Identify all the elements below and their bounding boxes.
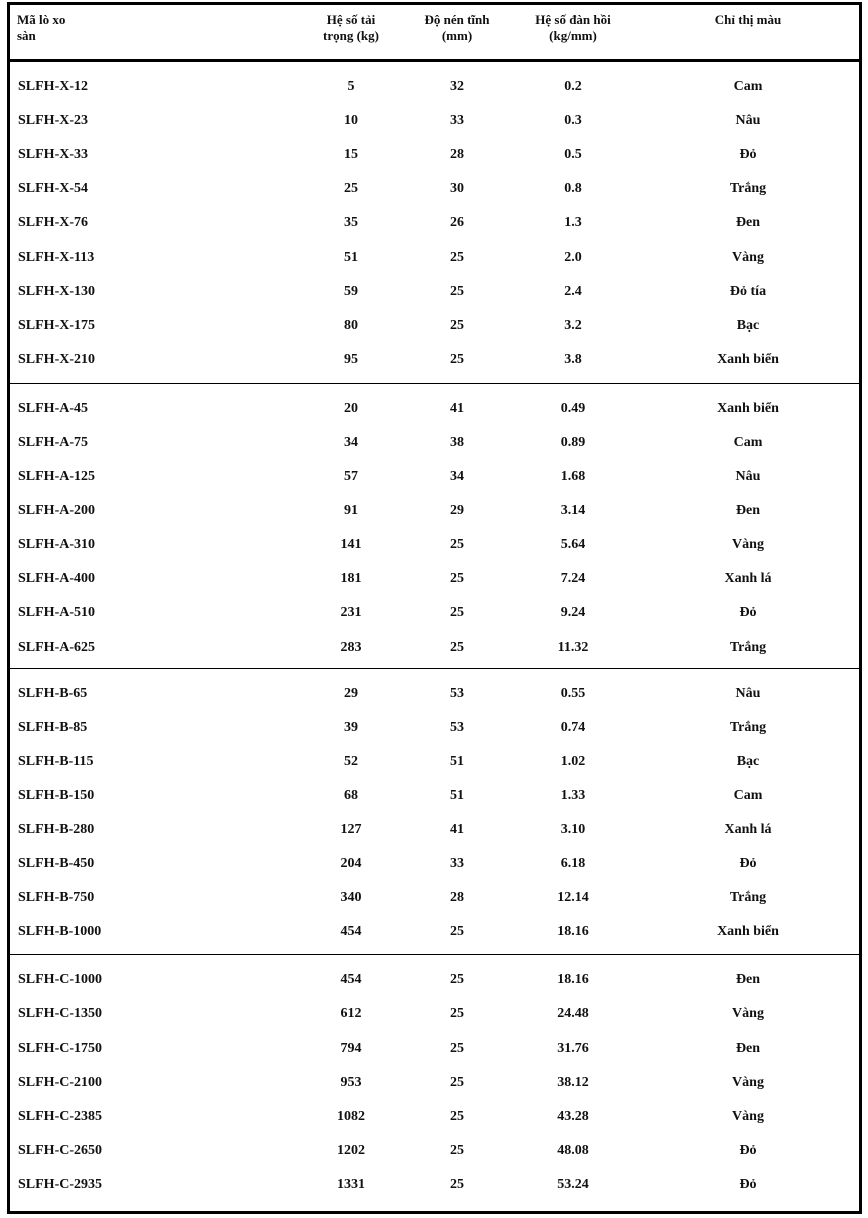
table-row — [10, 677, 859, 711]
cell-code: SLFH-B-1000 — [18, 924, 102, 940]
cell-code: SLFH-A-510 — [18, 605, 95, 621]
cell-deflection: 38 — [450, 434, 464, 450]
cell-load: 59 — [344, 283, 358, 299]
table-body — [10, 62, 859, 1210]
cell-load: 454 — [340, 972, 362, 988]
cell-rate: 0.8 — [564, 181, 582, 197]
cell-load: 1082 — [337, 1108, 365, 1124]
cell-color: Đỏ — [739, 1142, 757, 1158]
cell-deflection: 25 — [450, 351, 464, 367]
cell-load: 95 — [344, 351, 358, 367]
header-rate — [518, 12, 628, 44]
cell-code: SLFH-C-2100 — [18, 1074, 102, 1090]
cell-color: Bạc — [736, 317, 760, 333]
table-row — [10, 206, 859, 240]
header-load-line2: trọng (kg) — [323, 28, 379, 43]
cell-load: 35 — [344, 215, 358, 231]
cell-code: SLFH-C-1750 — [18, 1040, 102, 1056]
cell-color: Xanh biển — [717, 400, 779, 416]
cell-load: 283 — [340, 639, 362, 655]
cell-color: Cam — [733, 787, 763, 803]
cell-color: Đỏ — [739, 1176, 757, 1192]
cell-load: 57 — [344, 469, 358, 485]
header-deflection — [412, 12, 502, 44]
table-row — [10, 847, 859, 881]
cell-color: Nâu — [735, 685, 761, 701]
cell-rate: 12.14 — [557, 890, 589, 906]
cell-code: SLFH-C-1000 — [18, 972, 102, 988]
cell-deflection: 25 — [450, 317, 464, 333]
table-row — [10, 494, 859, 528]
cell-code: SLFH-X-23 — [18, 113, 88, 129]
spring-spec-table — [7, 2, 862, 1214]
cell-rate: 0.89 — [560, 434, 586, 450]
table-row — [10, 426, 859, 460]
cell-code: SLFH-X-175 — [18, 317, 95, 333]
cell-load: 52 — [344, 753, 358, 769]
cell-deflection: 25 — [450, 972, 464, 988]
table-row — [10, 997, 859, 1031]
table-row — [10, 1168, 859, 1202]
cell-deflection: 25 — [450, 1142, 464, 1158]
cell-color: Đỏ tía — [729, 283, 767, 299]
cell-code: SLFH-X-33 — [18, 147, 88, 163]
table-row — [10, 275, 859, 309]
cell-color: Cam — [733, 434, 763, 450]
cell-rate: 3.8 — [564, 351, 582, 367]
cell-rate: 18.16 — [557, 924, 589, 940]
header-load-line1: Hệ số tải — [326, 12, 376, 27]
cell-deflection: 26 — [450, 215, 464, 231]
cell-deflection: 28 — [450, 147, 464, 163]
cell-load: 1331 — [337, 1176, 365, 1192]
cell-rate: 18.16 — [557, 972, 589, 988]
cell-color: Vàng — [732, 249, 764, 265]
cell-color: Cam — [733, 79, 763, 95]
header-code — [17, 12, 137, 44]
cell-color: Đen — [735, 503, 761, 519]
cell-load: 68 — [344, 787, 358, 803]
cell-load: 340 — [340, 890, 362, 906]
cell-code: SLFH-B-450 — [18, 856, 95, 872]
cell-code: SLFH-B-150 — [18, 787, 95, 803]
cell-rate: 5.64 — [560, 537, 586, 553]
cell-color: Nâu — [735, 469, 761, 485]
cell-color: Trắng — [729, 181, 767, 197]
cell-code: SLFH-X-210 — [18, 351, 95, 367]
cell-deflection: 25 — [450, 639, 464, 655]
cell-load: 20 — [344, 400, 358, 416]
cell-rate: 9.24 — [560, 605, 586, 621]
table-row — [10, 596, 859, 630]
table-row — [10, 309, 859, 343]
table-row — [10, 138, 859, 172]
header-rate-line2: (kg/mm) — [549, 28, 597, 43]
table-row — [10, 104, 859, 138]
cell-load: 612 — [340, 1006, 362, 1022]
cell-rate: 43.28 — [557, 1108, 589, 1124]
table-group — [10, 954, 859, 1210]
cell-deflection: 25 — [450, 1176, 464, 1192]
header-color-line1: Chỉ thị màu — [714, 12, 782, 27]
cell-code: SLFH-C-2650 — [18, 1142, 102, 1158]
cell-code: SLFH-B-750 — [18, 890, 95, 906]
cell-rate: 3.14 — [560, 503, 586, 519]
cell-color: Đen — [735, 215, 761, 231]
cell-code: SLFH-A-200 — [18, 503, 95, 519]
cell-rate: 0.49 — [560, 400, 586, 416]
table-row — [10, 881, 859, 915]
cell-load: 5 — [347, 79, 355, 95]
table-row — [10, 562, 859, 596]
cell-load: 127 — [340, 822, 362, 838]
cell-code: SLFH-B-85 — [18, 719, 88, 735]
table-row — [10, 1100, 859, 1134]
header-color — [688, 12, 808, 28]
cell-color: Xanh lá — [724, 571, 772, 587]
table-row — [10, 460, 859, 494]
cell-color: Đỏ — [739, 856, 757, 872]
cell-deflection: 33 — [450, 856, 464, 872]
table-row — [10, 343, 859, 377]
cell-deflection: 29 — [450, 503, 464, 519]
cell-code: SLFH-A-45 — [18, 400, 88, 416]
cell-deflection: 25 — [450, 1074, 464, 1090]
table-row — [10, 915, 859, 949]
cell-deflection: 25 — [450, 1040, 464, 1056]
table-row — [10, 813, 859, 847]
cell-load: 141 — [340, 537, 362, 553]
table-row — [10, 528, 859, 562]
table-row — [10, 779, 859, 813]
cell-deflection: 41 — [450, 400, 464, 416]
cell-load: 29 — [344, 685, 358, 701]
cell-load: 204 — [340, 856, 362, 872]
cell-rate: 48.08 — [557, 1142, 589, 1158]
table-row — [10, 240, 859, 274]
table-group — [10, 383, 859, 668]
cell-code: SLFH-A-310 — [18, 537, 95, 553]
cell-deflection: 25 — [450, 283, 464, 299]
cell-deflection: 25 — [450, 537, 464, 553]
cell-color: Đen — [735, 972, 761, 988]
cell-load: 953 — [340, 1074, 362, 1090]
cell-deflection: 53 — [450, 719, 464, 735]
cell-code: SLFH-X-54 — [18, 181, 88, 197]
table-group — [10, 62, 859, 383]
header-rate-line1: Hệ số đàn hồi — [535, 12, 611, 27]
cell-code: SLFH-X-130 — [18, 283, 95, 299]
cell-deflection: 25 — [450, 1006, 464, 1022]
table-row — [10, 172, 859, 206]
cell-rate: 1.3 — [564, 215, 582, 231]
cell-color: Xanh biển — [717, 351, 779, 367]
cell-deflection: 25 — [450, 1108, 464, 1124]
cell-code: SLFH-B-65 — [18, 685, 88, 701]
cell-code: SLFH-A-75 — [18, 434, 88, 450]
cell-code: SLFH-C-2385 — [18, 1108, 102, 1124]
cell-deflection: 51 — [450, 753, 464, 769]
table-row — [10, 745, 859, 779]
cell-rate: 7.24 — [560, 571, 586, 587]
cell-rate: 3.2 — [564, 317, 582, 333]
cell-color: Vàng — [732, 1108, 764, 1124]
cell-rate: 3.10 — [560, 822, 586, 838]
cell-deflection: 51 — [450, 787, 464, 803]
cell-load: 34 — [344, 434, 358, 450]
cell-load: 794 — [340, 1040, 362, 1056]
cell-code: SLFH-A-625 — [18, 639, 95, 655]
table-row — [10, 70, 859, 104]
cell-color: Trắng — [729, 719, 767, 735]
table-row — [10, 631, 859, 665]
cell-deflection: 34 — [450, 469, 464, 485]
cell-rate: 1.33 — [560, 787, 586, 803]
table-row — [10, 1032, 859, 1066]
header-deflection-line1: Độ nén tĩnh — [424, 12, 490, 27]
table-group — [10, 668, 859, 955]
cell-color: Vàng — [732, 537, 764, 553]
cell-load: 15 — [344, 147, 358, 163]
cell-color: Xanh lá — [724, 822, 772, 838]
cell-load: 25 — [344, 181, 358, 197]
cell-load: 181 — [340, 571, 362, 587]
cell-code: SLFH-A-125 — [18, 469, 95, 485]
cell-load: 1202 — [337, 1142, 365, 1158]
cell-color: Đỏ — [739, 147, 757, 163]
cell-load: 80 — [344, 317, 358, 333]
cell-rate: 0.55 — [560, 685, 586, 701]
table-row — [10, 963, 859, 997]
table-row — [10, 1066, 859, 1100]
cell-rate: 31.76 — [557, 1040, 589, 1056]
cell-rate: 1.02 — [560, 753, 586, 769]
cell-color: Vàng — [732, 1074, 764, 1090]
header-code-line1: Mã lò xo — [17, 12, 66, 27]
cell-rate: 0.2 — [564, 79, 582, 95]
cell-color: Vàng — [732, 1006, 764, 1022]
header-load — [306, 12, 396, 44]
cell-deflection: 25 — [450, 571, 464, 587]
table-row — [10, 711, 859, 745]
cell-rate: 6.18 — [560, 856, 586, 872]
cell-rate: 2.0 — [564, 249, 582, 265]
cell-rate: 0.74 — [560, 719, 586, 735]
cell-load: 91 — [344, 503, 358, 519]
cell-deflection: 25 — [450, 249, 464, 265]
cell-color: Xanh biển — [717, 924, 779, 940]
cell-load: 10 — [344, 113, 358, 129]
cell-deflection: 25 — [450, 924, 464, 940]
table-row — [10, 1134, 859, 1168]
cell-rate: 1.68 — [560, 469, 586, 485]
cell-code: SLFH-A-400 — [18, 571, 95, 587]
cell-load: 39 — [344, 719, 358, 735]
cell-color: Đen — [735, 1040, 761, 1056]
cell-color: Nâu — [735, 113, 761, 129]
cell-deflection: 53 — [450, 685, 464, 701]
cell-deflection: 25 — [450, 605, 464, 621]
cell-color: Đỏ — [739, 605, 757, 621]
cell-rate: 11.32 — [557, 639, 589, 655]
cell-deflection: 41 — [450, 822, 464, 838]
cell-deflection: 33 — [450, 113, 464, 129]
cell-code: SLFH-X-113 — [18, 249, 95, 265]
cell-deflection: 28 — [450, 890, 464, 906]
cell-color: Trắng — [729, 639, 767, 655]
cell-rate: 53.24 — [557, 1176, 589, 1192]
cell-rate: 2.4 — [564, 283, 582, 299]
cell-code: SLFH-X-12 — [18, 79, 88, 95]
cell-rate: 0.3 — [564, 113, 582, 129]
header-deflection-line2: (mm) — [441, 28, 473, 43]
cell-code: SLFH-B-280 — [18, 822, 95, 838]
table-header — [10, 5, 859, 62]
cell-load: 51 — [344, 249, 358, 265]
header-code-line2: sàn — [17, 28, 36, 43]
cell-rate: 24.48 — [557, 1006, 589, 1022]
cell-rate: 0.5 — [564, 147, 582, 163]
table-row — [10, 392, 859, 426]
cell-rate: 38.12 — [557, 1074, 589, 1090]
cell-load: 454 — [340, 924, 362, 940]
cell-deflection: 32 — [450, 79, 464, 95]
cell-load: 231 — [340, 605, 362, 621]
cell-code: SLFH-C-1350 — [18, 1006, 102, 1022]
cell-deflection: 30 — [450, 181, 464, 197]
cell-code: SLFH-C-2935 — [18, 1176, 102, 1192]
cell-code: SLFH-X-76 — [18, 215, 88, 231]
cell-color: Trắng — [729, 890, 767, 906]
cell-code: SLFH-B-115 — [18, 753, 94, 769]
cell-color: Bạc — [736, 753, 760, 769]
